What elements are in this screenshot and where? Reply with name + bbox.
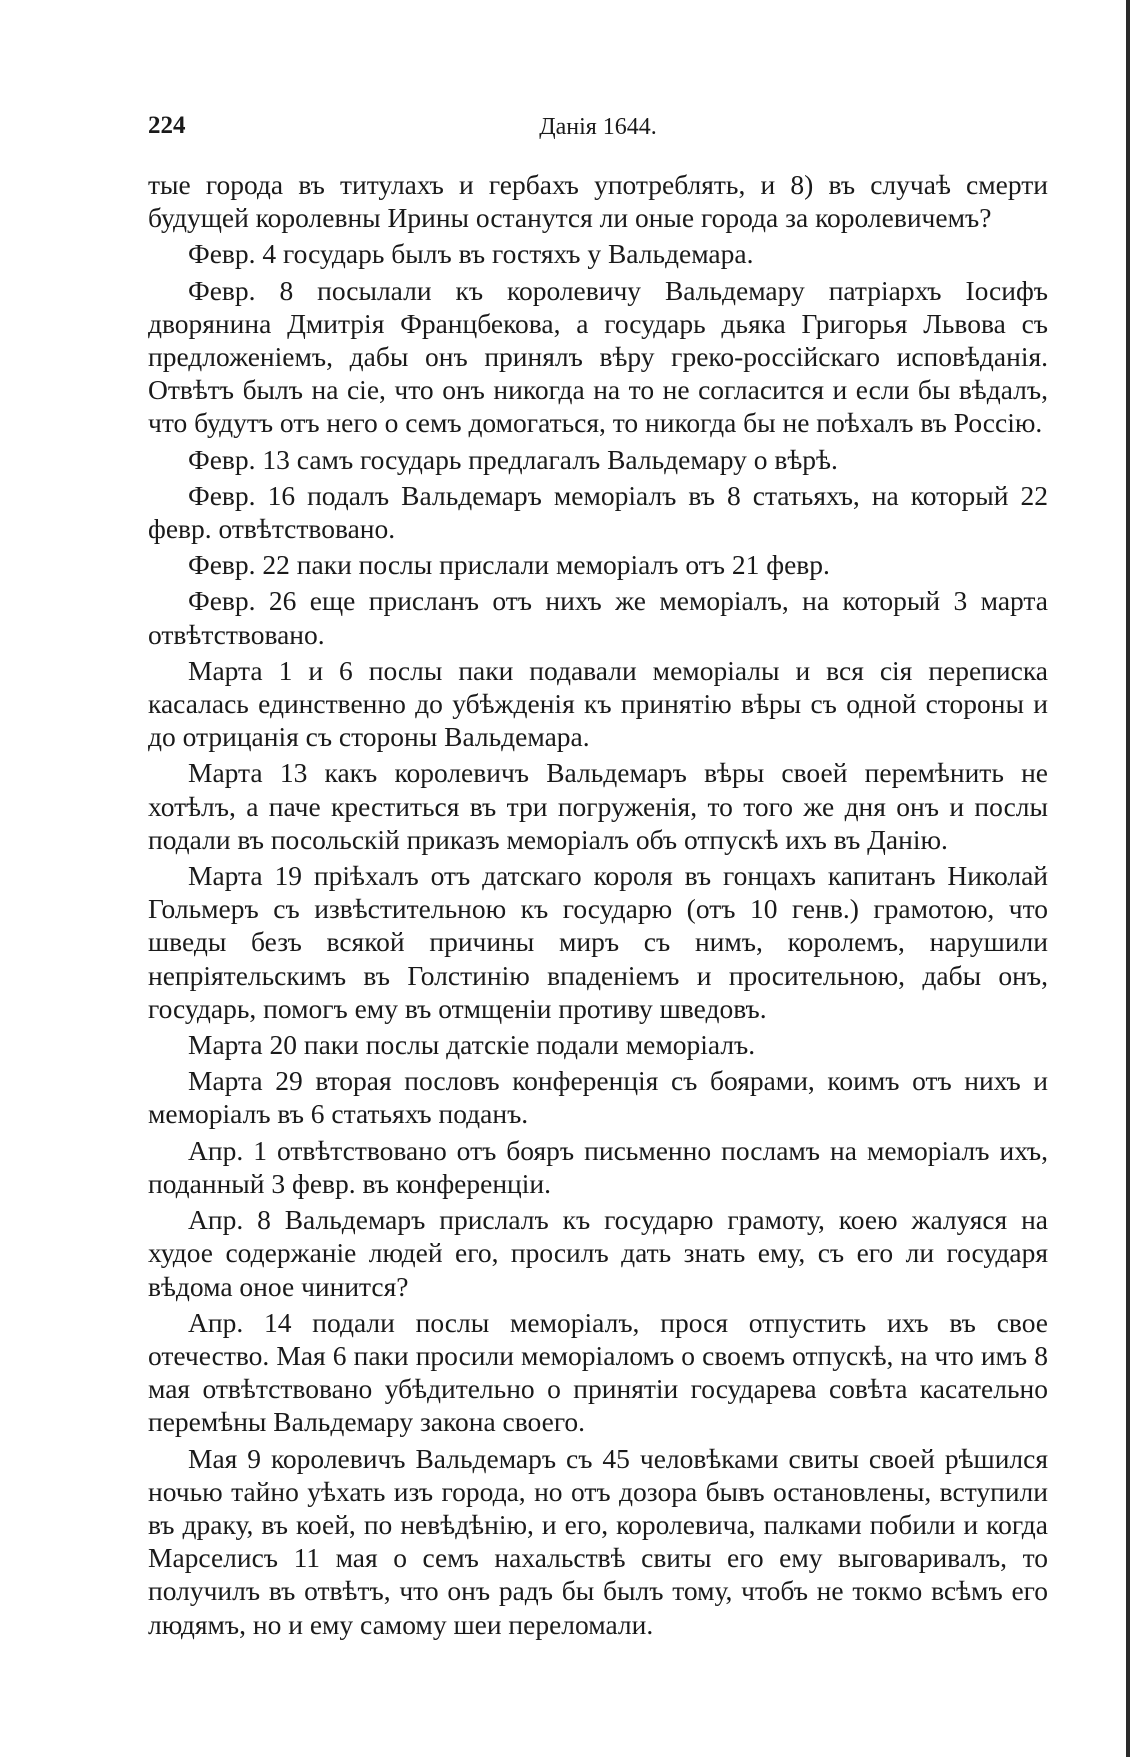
- page-edge-line: [1126, 0, 1130, 1757]
- paragraph: Марта 19 пріѣхалъ отъ датскаго короля въ гонцахъ капитанъ Николай Гольмеръ съ извѣстительною къ государю (отъ 10 генв.) грамотою, что шведы безъ всякой причины миръ съ нимъ, королемъ, нарушили непріятельскимъ въ Голстинію впаденіемъ и просительною, дабы онъ, государь, помогъ ему въ отмщеніи противу шведовъ.: [148, 860, 1048, 1024]
- paragraph: Марта 13 какъ королевичъ Вальдемаръ вѣры своей перемѣнить не хотѣлъ, а паче креститься въ три погруженія, то того же дня онъ и послы подали въ посольскій приказъ меморіалъ объ отпускѣ ихъ въ Данію.: [148, 757, 1048, 855]
- paragraph: Февр. 26 еще присланъ отъ нихъ же меморіалъ, на который 3 марта отвѣтствовано.: [148, 585, 1048, 650]
- paragraph: тые города въ титулахъ и гербахъ употреблять, и 8) въ случаѣ смерти будущей королевны Ирины останутся ли оные города за королевичемъ?: [148, 169, 1048, 234]
- page-number: 224: [148, 112, 186, 139]
- running-head: Данія 1644.: [539, 114, 657, 140]
- paragraph: Февр. 13 самъ государь предлагалъ Вальдемару о вѣрѣ.: [188, 443, 838, 475]
- paragraph: Февр. 16 подалъ Вальдемаръ меморіалъ въ 8 статьяхъ, на который 22 февр. отвѣтствовано.: [148, 479, 1048, 545]
- paragraph: Марта 20 паки послы датскіе подали меморіалъ.: [188, 1029, 756, 1061]
- paragraph: Апр. 14 подали послы меморіалъ, прося отпустить ихъ въ свое отечество. Мая 6 паки просили меморіаломъ о своемъ отпускѣ, на что имъ 8 мая отвѣтствовано убѣдительно о принятіи государева совѣта касательно перемѣны Вальдемару закона своего.: [148, 1306, 1048, 1438]
- paragraph: Марта 29 вторая пословъ конференція съ боярами, коимъ отъ нихъ и меморіалъ въ 6 статьяхъ поданъ.: [148, 1065, 1048, 1130]
- text-body: [148, 168, 1048, 1644]
- paragraph: Апр. 8 Вальдемаръ прислалъ къ государю грамоту, коею жалуяся на худое содержаніе людей его, просилъ дать знать ему, съ его ли государя вѣдома оное чинится?: [148, 1204, 1048, 1302]
- paragraph: Мая 9 королевичъ Вальдемаръ съ 45 человѣками свиты своей рѣшился ночью тайно уѣхать изъ города, но отъ дозора бывъ остановлены, вступили въ драку, въ коей, по невѣдѣнію, и его, королевича, палками побили и когда Марселисъ 11 мая о семъ нахальствѣ свиты его ему выговаривалъ, то получилъ въ отвѣтъ, что онъ радъ бы былъ тому, чтобъ не токмо всѣмъ его людямъ, но и ему самому шеи переломали.: [148, 1442, 1048, 1640]
- paragraph: Марта 1 и 6 послы паки подавали меморіалы и вся сія переписка касалась единственно до убѣжденія къ принятію вѣры съ одной стороны и до отрицанія съ стороны Вальдемара.: [148, 654, 1048, 753]
- paragraph: Февр. 22 паки послы прислали меморіалъ отъ 21 февр.: [188, 549, 830, 581]
- paragraph: Февр. 8 посылали къ королевичу Вальдемару патріархъ Іосифъ дворянина Дмитрія Францбекова, а государь дьяка Григорья Львова съ предложеніемъ, дабы онъ принялъ вѣру греко-россійскаго исповѣданія. Отвѣтъ былъ на сіе, что онъ никогда на то не согласится и если бы вѣдалъ, что будутъ отъ него о семъ домогаться, то никогда бы не поѣхалъ въ Россію.: [148, 274, 1048, 439]
- paragraph: Апр. 1 отвѣтствовано отъ бояръ письменно посламъ на меморіалъ ихъ, поданный 3 февр. въ конференціи.: [148, 1134, 1048, 1199]
- page-header: [148, 112, 1048, 152]
- paragraph: Февр. 4 государь былъ въ гостяхъ у Вальдемара.: [188, 238, 754, 270]
